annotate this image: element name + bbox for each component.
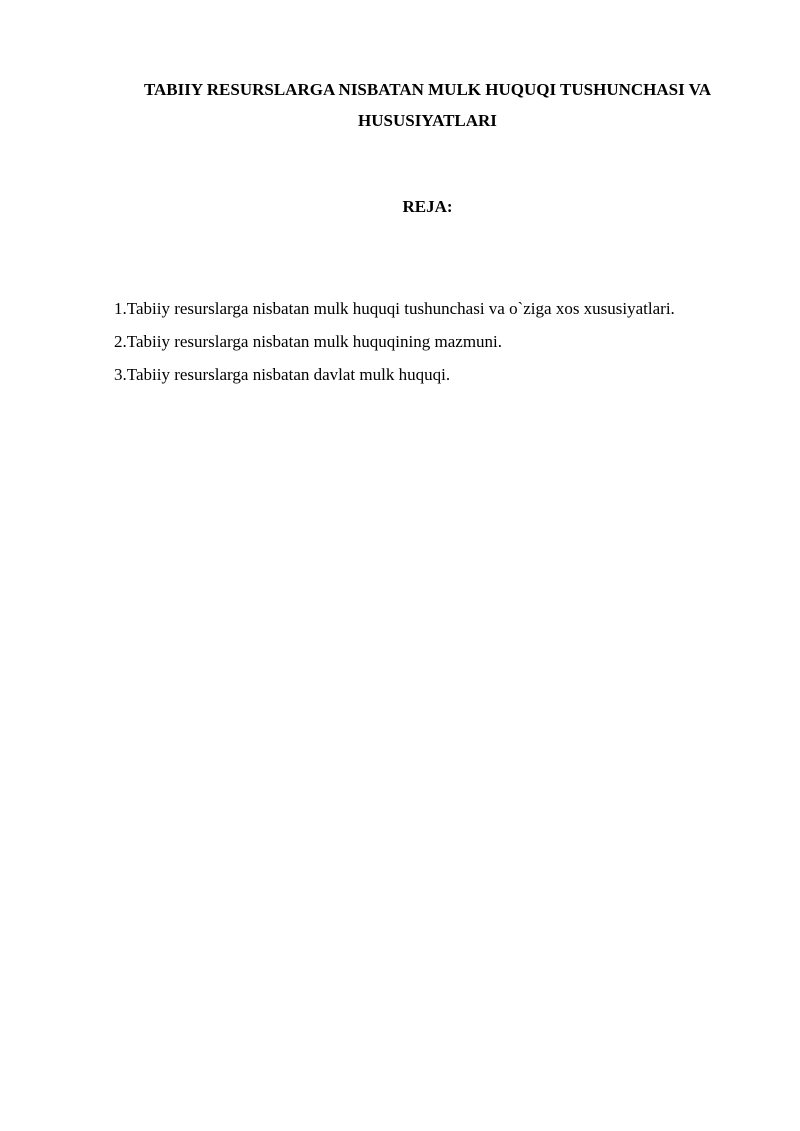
plan-heading: REJA: [402, 197, 453, 216]
plan-list [114, 292, 774, 391]
plan-item: 3.Tabiiy resurslarga nisbatan davlat mulk huquqi. [114, 365, 451, 384]
document-title [100, 74, 755, 136]
title-line-1: TABIIY RESURSLARGA NISBATAN MULK HUQUQI TUSHUNCHASI VA [143, 80, 712, 99]
plan-item: 1.Tabiiy resurslarga nisbatan mulk huquqi tushunchasi va o`ziga xos xususiyatlari. [114, 299, 675, 318]
plan-item: 2.Tabiiy resurslarga nisbatan mulk huquqining mazmuni. [114, 332, 503, 351]
title-line-2: HUSUSIYATLARI [358, 111, 497, 130]
